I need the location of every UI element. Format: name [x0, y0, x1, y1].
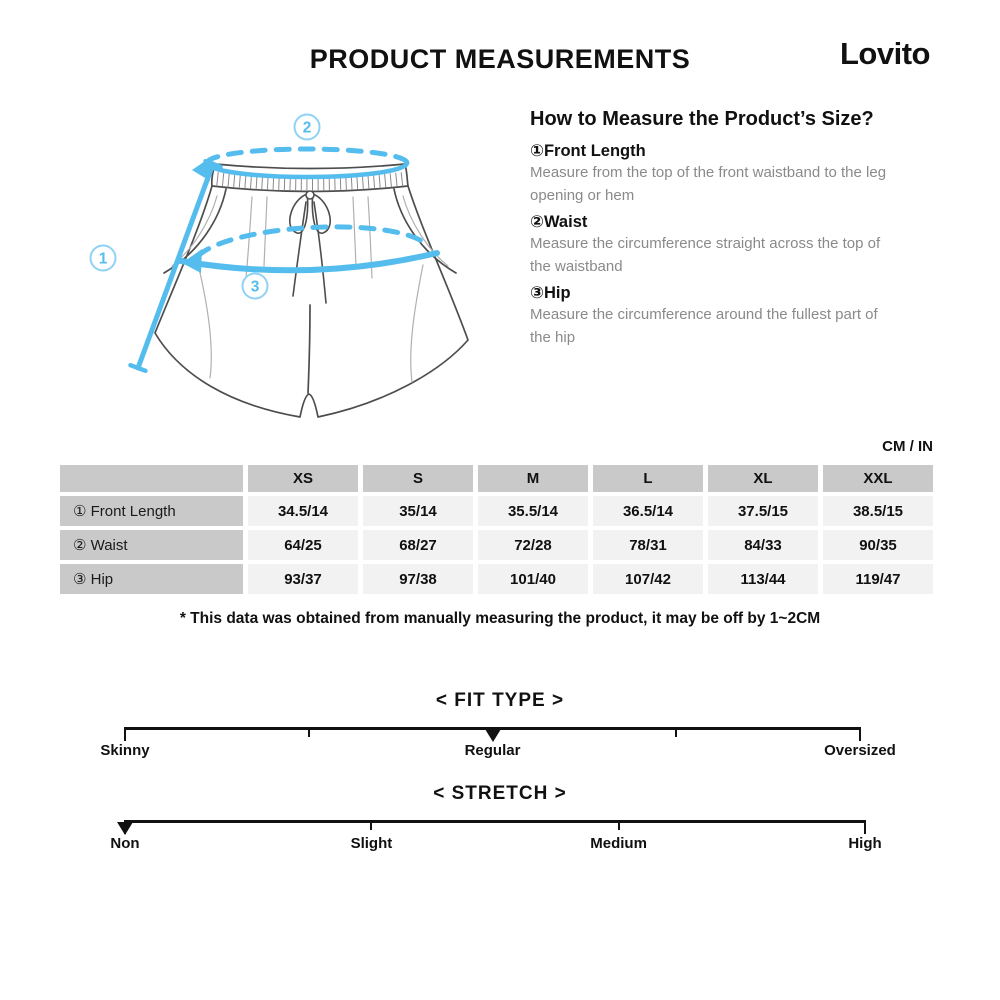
stretch-marker-icon — [117, 822, 133, 835]
shorts-outline-drawing — [155, 164, 468, 417]
column-header-s: S — [363, 465, 473, 492]
table-cell: 35.5/14 — [478, 496, 588, 526]
table-cell: 119/47 — [823, 564, 933, 594]
table-cell: 68/27 — [363, 530, 473, 560]
measurement-disclaimer: * This data was obtained from manually measuring the product, it may be off by 1~2CM — [179, 610, 821, 627]
table-cell: 72/28 — [478, 530, 588, 560]
stretch-label-high: High — [848, 835, 882, 852]
shorts-measurement-diagram — [60, 100, 520, 445]
fit-label-skinny: Skinny — [100, 742, 150, 759]
waist-instruction-desc: Measure the circumference straight across the top of the waistband — [530, 235, 881, 275]
table-cell: 84/33 — [708, 530, 818, 560]
fit-label-regular: Regular — [464, 742, 521, 759]
column-header-xl: XL — [708, 465, 818, 492]
axis-tick — [124, 727, 126, 741]
table-cell: 101/40 — [478, 564, 588, 594]
table-cell: 64/25 — [248, 530, 358, 560]
fit-type-marker-icon — [485, 729, 501, 742]
table-cell: 113/44 — [708, 564, 818, 594]
front-length-instruction-desc: Measure from the top of the front waistband to the leg opening or hem — [530, 164, 887, 204]
fit-label-oversized: Oversized — [824, 742, 896, 759]
how-to-measure-section — [530, 108, 910, 349]
table-cell: 97/38 — [363, 564, 473, 594]
stretch-scale — [0, 783, 1000, 873]
axis-tick — [859, 727, 861, 741]
axis-tick — [370, 820, 372, 830]
waist-instruction-label: ②Waist — [530, 213, 588, 231]
hip-instruction-label: ③Hip — [530, 284, 571, 302]
page-title: PRODUCT MEASUREMENTS — [309, 44, 691, 74]
svg-text:1: 1 — [98, 250, 108, 268]
table-cell: 34.5/14 — [248, 496, 358, 526]
table-cell: 38.5/15 — [823, 496, 933, 526]
stretch-label-non: Non — [110, 835, 140, 852]
unit-label: CM / IN — [882, 438, 933, 455]
axis-tick — [864, 820, 866, 834]
how-to-title: How to Measure the Product’s Size? — [530, 108, 874, 130]
column-header-l: L — [593, 465, 703, 492]
table-cell: 35/14 — [363, 496, 473, 526]
svg-text:2: 2 — [302, 119, 312, 137]
axis-tick — [308, 727, 310, 737]
axis-tick — [618, 820, 620, 830]
front-length-instruction-label: ①Front Length — [530, 142, 646, 160]
stretch-label-slight: Slight — [350, 835, 393, 852]
fit-type-axis — [125, 727, 860, 730]
column-header-m: M — [478, 465, 588, 492]
column-header-xs: XS — [248, 465, 358, 492]
table-cell: 93/37 — [248, 564, 358, 594]
axis-tick — [675, 727, 677, 737]
fit-type-title: < FIT TYPE > — [435, 690, 565, 711]
size-table — [60, 465, 933, 594]
row-label-hip: ③ Hip — [60, 564, 243, 594]
row-label-front-length: ① Front Length — [60, 496, 243, 526]
table-corner-cell — [60, 465, 243, 492]
table-cell: 107/42 — [593, 564, 703, 594]
table-cell: 78/31 — [593, 530, 703, 560]
fit-type-labels — [100, 742, 896, 762]
stretch-labels — [110, 835, 882, 855]
stretch-axis — [125, 820, 865, 823]
fit-type-scale — [0, 690, 1000, 780]
table-cell: 36.5/14 — [593, 496, 703, 526]
table-cell: 90/35 — [823, 530, 933, 560]
column-header-xxl: XXL — [823, 465, 933, 492]
brand-logo: Lovito — [840, 36, 930, 71]
stretch-label-medium: Medium — [590, 835, 647, 852]
table-cell: 37.5/15 — [708, 496, 818, 526]
stretch-title: < STRETCH > — [433, 783, 567, 804]
row-label-waist: ② Waist — [60, 530, 243, 560]
svg-text:3: 3 — [250, 278, 260, 296]
hip-instruction-desc: Measure the circumference around the fullest part of the hip — [530, 306, 878, 346]
